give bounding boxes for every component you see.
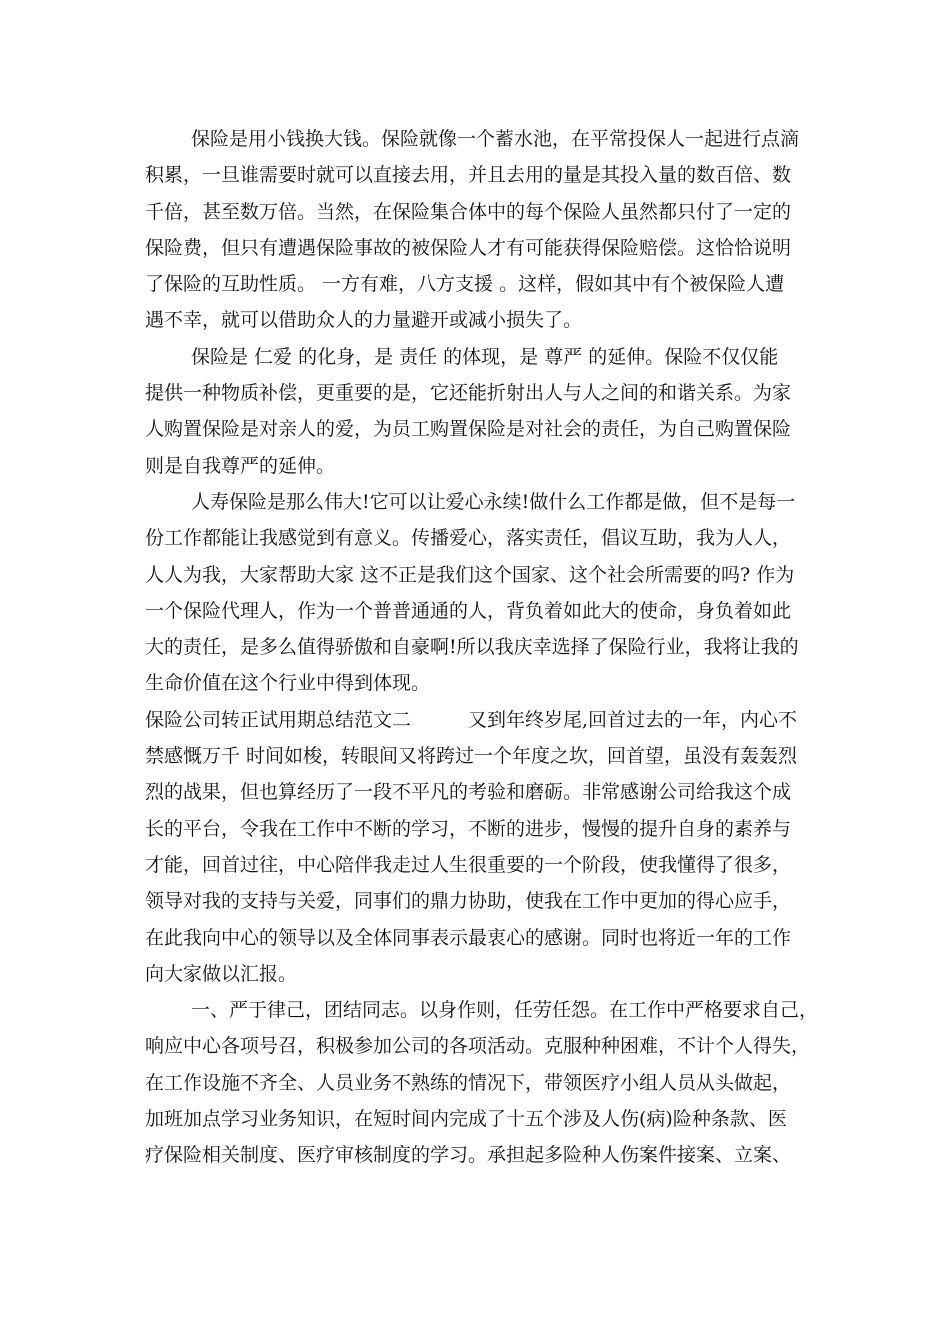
document-page bbox=[145, 121, 819, 1174]
text-line: 生命价值在这个行业中得到体现。 bbox=[145, 672, 431, 695]
text-line: 在工作设施不齐全、人员业务不熟练的情况下，带领医疗小组人员从头做起， bbox=[145, 1071, 792, 1094]
text-line: 人人为我，大家帮助大家 这不正是我们这个国家、这个社会所需要的吗? 作为 bbox=[145, 563, 795, 586]
text-line: 一、严于律己，团结同志。以身作则，任劳任怨。在工作中严格要求自己， bbox=[191, 999, 819, 1022]
text-line: 才能，回首过往，中心陪伴我走过人生很重要的一个阶段，使我懂得了很多， bbox=[145, 853, 792, 876]
text-line: 份工作都能让我感觉到有意义。传播爱心，落实责任，倡议互助，我为人人， bbox=[145, 527, 792, 550]
text-line: 人寿保险是那么伟大!它可以让爱心永续!做什么工作都是做，但不是每一 bbox=[191, 490, 796, 513]
text-line: 大的责任，是多么值得骄傲和自豪啊!所以我庆幸选择了保险行业，我将让我的 bbox=[145, 636, 799, 659]
text-line: 遇不幸，就可以借助众人的力量避开或减小损失了。 bbox=[145, 309, 583, 332]
text-line: 积累，一旦谁需要时就可以直接去用，并且去用的量是其投入量的数百倍、数 bbox=[145, 164, 792, 187]
text-line: 加班加点学习业务知识，在短时间内完成了十五个涉及人伤(病)险种条款、医 bbox=[145, 1108, 787, 1131]
text-line: 了保险的互助性质。 一方有难，八方支援 。这样，假如其中有个被保险人遭 bbox=[145, 273, 785, 296]
text-line: 响应中心各项号召，积极参加公司的各项活动。克服种种困难，不计个人得失， bbox=[145, 1035, 811, 1058]
text-line: 则是自我尊严的延伸。 bbox=[145, 454, 336, 477]
text-line: 千倍，甚至数万倍。当然，在保险集合体中的每个保险人虽然都只付了一定的 bbox=[145, 200, 792, 223]
text-line: 保险费，但只有遭遇保险事故的被保险人才有可能获得保险赔偿。这恰恰说明 bbox=[145, 236, 792, 259]
text-line: 长的平台，令我在工作中不断的学习，不断的进步，慢慢的提升自身的素养与 bbox=[145, 817, 792, 840]
text-line: 向大家做以汇报。 bbox=[145, 962, 298, 985]
text-line: 人购置保险是对亲人的爱，为员工购置保险是对社会的责任，为自己购置保险 bbox=[145, 418, 792, 441]
text-line: 疗保险相关制度、医疗审核制度的学习。承担起多险种人伤案件接案、立案、 bbox=[145, 1144, 792, 1167]
text-line: 烈的战果，但也算经历了一段不平凡的考验和磨砺。非常感谢公司给我这个成 bbox=[145, 781, 792, 804]
text-line: 保险是用小钱换大钱。保险就像一个蓄水池，在平常投保人一起进行点滴 bbox=[191, 128, 800, 150]
text-line: 禁感慨万千 时间如梭，转眼间又将跨过一个年度之坎，回首望，虽没有轰轰烈 bbox=[145, 745, 798, 768]
section-heading-line: 保险公司转正试用期总结范文二 又到年终岁尾,回首过去的一年，内心不 bbox=[145, 708, 798, 731]
text-line: 提供一种物质补偿，更重要的是，它还能折射出人与人之间的和谐关系。为家 bbox=[145, 382, 792, 405]
text-line: 在此我向中心的领导以及全体同事表示最衷心的感谢。同时也将近一年的工作 bbox=[145, 926, 792, 949]
text-line: 一个保险代理人，作为一个普普通通的人，背负着如此大的使命，身负着如此 bbox=[145, 599, 792, 622]
text-line: 领导对我的支持与关爱，同事们的鼎力协助，使我在工作中更加的得心应手， bbox=[145, 890, 792, 913]
text-line: 保险是 仁爱 的化身，是 责任 的体现，是 尊严 的延伸。保险不仅仅能 bbox=[191, 345, 779, 368]
